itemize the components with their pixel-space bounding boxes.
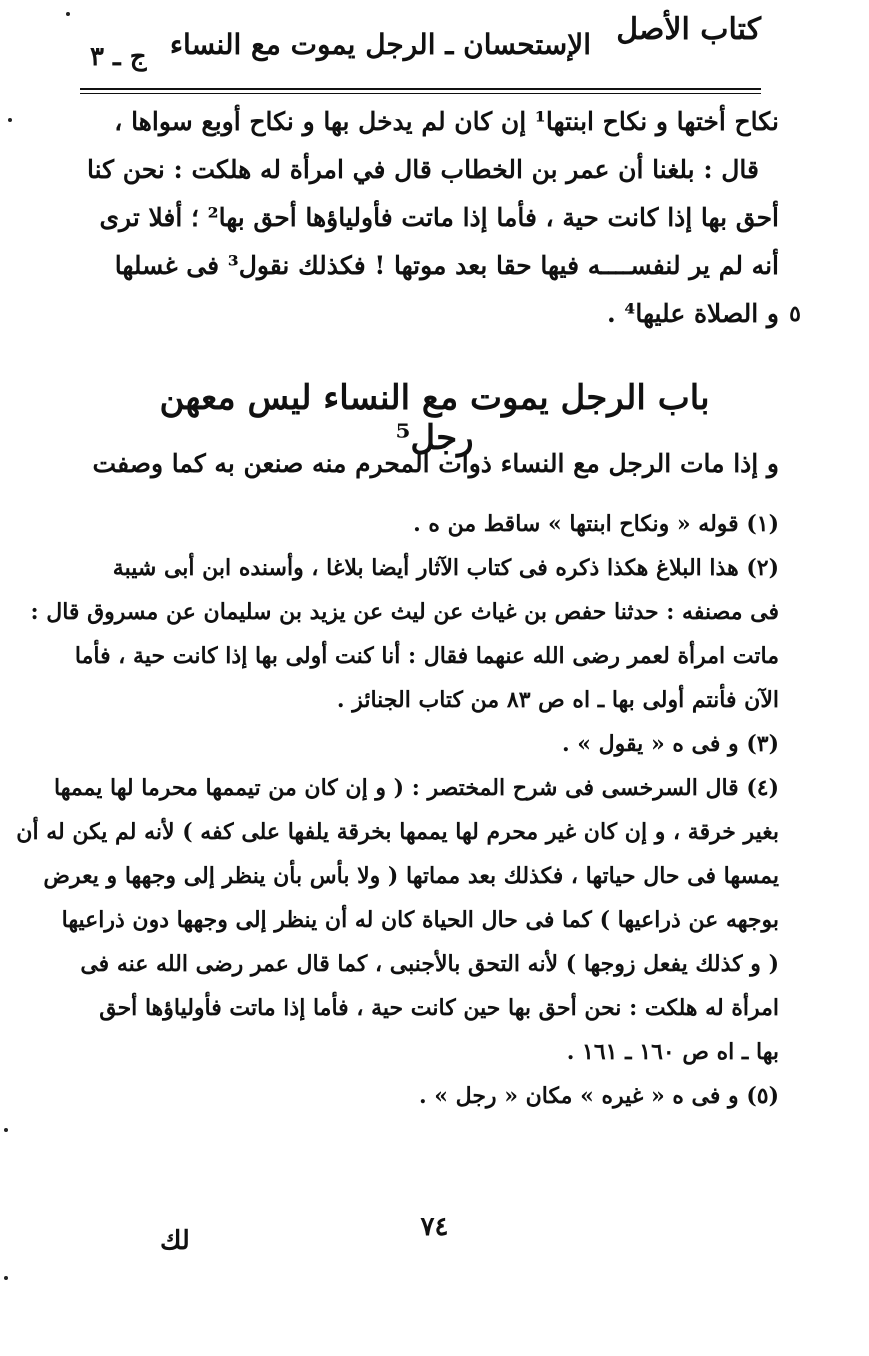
footnote-line: بغير خرقة ، و إن كان غير محرم لها يممها بخرقة يلفها على كفه ) لأنه لم يكن له أن	[16, 819, 779, 845]
catchword: لك	[160, 1226, 190, 1256]
scan-speck	[4, 1128, 8, 1132]
footnote-line: يمسها فى حال حياتها ، فكذلك بعد مماتها ( ولا بأس بأن ينظر إلى وجهها و يعرض	[43, 863, 779, 889]
footnote-line: فى مصنفه : حدثنا حفص بن غياث عن ليث عن يزيد بن سليمان عن مسروق قال :	[30, 599, 779, 625]
footnote-line: ( و كذلك يفعل زوجها ) لأنه التحق بالأجنبى ، كما قال عمر رضى الله عنه فى	[80, 951, 779, 977]
footnote-line: امرأة له هلكت : نحن أحق بها حين كانت حية ، فأما إذا ماتت فأولياؤها أحق	[99, 995, 779, 1021]
text-line: أنه لم ير لنفســــه فيها حقا بعد موتها ! فكذلك نقول³ فى غسلها	[114, 251, 779, 280]
footnote-line: ماتت امرأة لعمر رضى الله عنهما فقال : أنا كنت أولى بها إذا كانت حية ، فأما	[74, 643, 779, 669]
scan-speck	[4, 1276, 8, 1280]
chapter-heading: باب الرجل يموت مع النساء ليس معهن رجل⁵	[159, 378, 710, 458]
footnote-line: بوجهه عن ذراعيها ) كما فى حال الحياة كان له أن ينظر إلى وجهها دون ذراعيها	[61, 907, 779, 933]
text-line	[100, 290, 801, 338]
text-line: قال : بلغنا أن عمر بن الخطاب قال في امرأة له هلكت : نحن كنا	[86, 155, 759, 184]
header-rule-thin	[80, 93, 761, 94]
footnote-line: بها ـ اه ص ١٦٠ ـ ١٦١ .	[566, 1039, 779, 1065]
footnote-line: (٥) و فى ه « غيره » مكان « رجل » .	[418, 1083, 779, 1109]
footnotes	[16, 502, 779, 1118]
text-line: نكاح أختها و نكاح ابنتها¹ إن كان لم يدخل بها و نكاح أوبع سواها ،	[114, 107, 779, 136]
page-header	[80, 12, 761, 72]
footnote-line: الآن فأنتم أولى بها ـ اه ص ٨٣ من كتاب الجنائز .	[336, 687, 779, 713]
chapter-text	[92, 440, 779, 488]
footnote-line: (٢) هذا البلاغ هكذا ذكره فى كتاب الآثار أيضا بلاغا ، وأسنده ابن أبى شيبة	[112, 555, 779, 581]
volume-label: ج ـ ٣	[90, 42, 147, 72]
book-title: كتاب الأصل	[616, 12, 761, 47]
page-number: ٧٤	[420, 1212, 449, 1242]
footnote-line: (١) قوله « ونكاح ابنتها » ساقط من ه .	[413, 511, 779, 537]
text-line: أحق بها إذا كانت حية ، فأما إذا ماتت فأولياؤها أحق بها² ؛ أفلا ترى	[99, 203, 779, 232]
line-number: ٥	[789, 301, 801, 327]
scan-speck	[66, 12, 70, 16]
header-rule-thick	[80, 88, 761, 90]
scan-speck	[8, 118, 12, 122]
footnote-line: (٤) قال السرخسى فى شرح المختصر : ( و إن كان من تيممها محرما لها يممها	[53, 775, 779, 801]
running-title: الإستحسان ـ الرجل يموت مع النساء	[169, 28, 591, 61]
text-line: و إذا مات الرجل مع النساء ذوات المحرم منه صنعن به كما وصفت	[92, 449, 779, 478]
main-text	[86, 98, 801, 338]
text-line-content: و الصلاة عليها⁴ .	[607, 299, 779, 328]
footnote-line: (٣) و فى ه « يقول » .	[561, 731, 779, 757]
